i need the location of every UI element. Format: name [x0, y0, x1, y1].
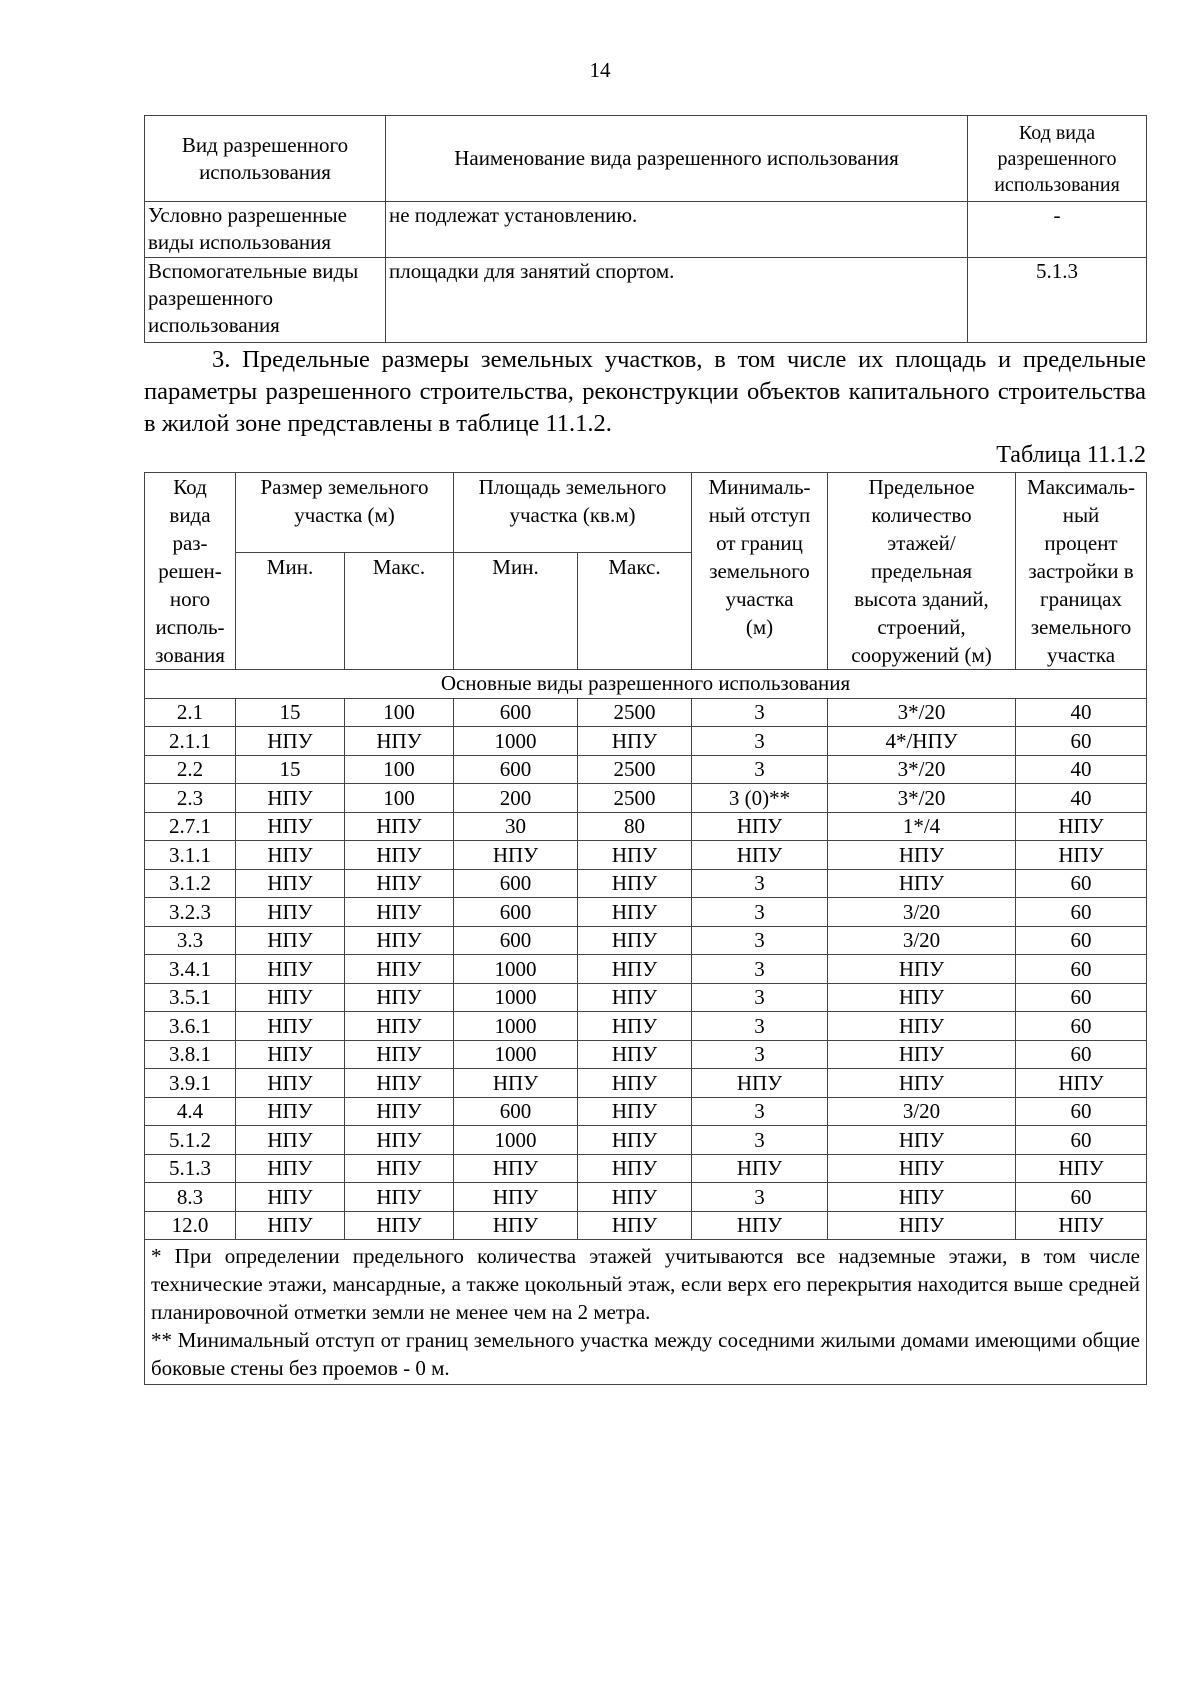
- use-code-cell: -: [968, 202, 1147, 258]
- area-max-cell: НПУ: [578, 1211, 692, 1240]
- area-min-cell: 600: [454, 898, 578, 927]
- area-max-cell: НПУ: [578, 1126, 692, 1155]
- code-cell: 2.2: [145, 755, 236, 784]
- coverage-cell: 60: [1016, 1012, 1147, 1041]
- code-cell: 12.0: [145, 1211, 236, 1240]
- area-max-cell: 2500: [578, 784, 692, 813]
- coverage-cell: НПУ: [1016, 1154, 1147, 1183]
- area-min-cell: 30: [454, 812, 578, 841]
- setback-cell: НПУ: [692, 841, 828, 870]
- table-row: [145, 1183, 1147, 1212]
- size-max-cell: НПУ: [345, 1183, 454, 1212]
- area-min-cell: 600: [454, 698, 578, 727]
- code-cell: 4.4: [145, 1097, 236, 1126]
- area-max-cell: НПУ: [578, 841, 692, 870]
- plot-parameters-table: [144, 472, 1147, 1385]
- page-number: 14: [589, 58, 611, 82]
- floors-cell: НПУ: [828, 1012, 1016, 1041]
- area-min-cell: 1000: [454, 955, 578, 984]
- setback-cell: 3: [692, 698, 828, 727]
- area-max-cell: НПУ: [578, 926, 692, 955]
- size-max-cell: 100: [345, 698, 454, 727]
- size-min-cell: НПУ: [236, 1183, 345, 1212]
- table-caption: Таблица 11.1.2: [996, 442, 1146, 468]
- area-min-cell: НПУ: [454, 841, 578, 870]
- code-cell: 3.4.1: [145, 955, 236, 984]
- table-row: [145, 755, 1147, 784]
- header-size-max: Макс.: [345, 553, 454, 670]
- area-min-cell: 1000: [454, 727, 578, 756]
- use-type-cell: Условно разрешенные виды использования: [145, 202, 386, 258]
- size-max-cell: НПУ: [345, 898, 454, 927]
- header-floors: Предельное количество этажей/ предельная высота зданий, строений, сооружений (м): [828, 473, 1016, 670]
- coverage-cell: НПУ: [1016, 1069, 1147, 1098]
- setback-cell: 3: [692, 1183, 828, 1212]
- coverage-cell: 60: [1016, 727, 1147, 756]
- floors-cell: 3*/20: [828, 698, 1016, 727]
- floors-cell: 3/20: [828, 926, 1016, 955]
- area-max-cell: НПУ: [578, 898, 692, 927]
- floors-cell: НПУ: [828, 955, 1016, 984]
- header-setback: Минималь- ный отступ от границ земельного участка (м): [692, 473, 828, 670]
- setback-cell: 3: [692, 926, 828, 955]
- size-max-cell: НПУ: [345, 1126, 454, 1155]
- code-cell: 3.5.1: [145, 983, 236, 1012]
- size-max-cell: НПУ: [345, 955, 454, 984]
- use-code-cell: 5.1.3: [968, 258, 1147, 343]
- coverage-cell: НПУ: [1016, 1211, 1147, 1240]
- body-paragraph: [144, 344, 1146, 440]
- table-row: [145, 841, 1147, 870]
- area-max-cell: НПУ: [578, 727, 692, 756]
- size-min-cell: НПУ: [236, 784, 345, 813]
- notes-row: [145, 1240, 1147, 1385]
- area-min-cell: 1000: [454, 1040, 578, 1069]
- area-max-cell: 80: [578, 812, 692, 841]
- table-row: [145, 898, 1147, 927]
- size-min-cell: НПУ: [236, 727, 345, 756]
- coverage-cell: 60: [1016, 1040, 1147, 1069]
- code-cell: 3.2.3: [145, 898, 236, 927]
- code-cell: 3.3: [145, 926, 236, 955]
- size-min-cell: НПУ: [236, 1154, 345, 1183]
- table-header-row: [145, 473, 1147, 553]
- notes-cell: [145, 1240, 1147, 1385]
- table-row: [145, 1012, 1147, 1041]
- area-min-cell: НПУ: [454, 1183, 578, 1212]
- use-name-cell: площадки для занятий спортом.: [386, 258, 968, 343]
- floors-cell: НПУ: [828, 1211, 1016, 1240]
- size-min-cell: НПУ: [236, 1097, 345, 1126]
- size-min-cell: НПУ: [236, 1126, 345, 1155]
- code-cell: 5.1.2: [145, 1126, 236, 1155]
- area-max-cell: 2500: [578, 755, 692, 784]
- table-row: [145, 1069, 1147, 1098]
- footnote-floors: * При определении предельного количества этажей учитываются все надземные этажи, в том числе технические этажи, мансардные, а также цокольный этаж, если верх его перекрытия находится выше средней планировочной отметки земли не менее чем на 2 метра.: [151, 1244, 1140, 1324]
- size-max-cell: НПУ: [345, 983, 454, 1012]
- table-row: [145, 1040, 1147, 1069]
- setback-cell: 3: [692, 1097, 828, 1126]
- header-use-name: Наименование вида разрешенного использования: [386, 116, 968, 202]
- floors-cell: 3/20: [828, 898, 1016, 927]
- floors-cell: 3*/20: [828, 784, 1016, 813]
- header-code: Код вида раз- решен- ного исполь- зования: [145, 473, 236, 670]
- coverage-cell: 60: [1016, 1126, 1147, 1155]
- setback-cell: НПУ: [692, 1154, 828, 1183]
- size-max-cell: НПУ: [345, 926, 454, 955]
- area-min-cell: 600: [454, 926, 578, 955]
- floors-cell: НПУ: [828, 1069, 1016, 1098]
- coverage-cell: 60: [1016, 955, 1147, 984]
- size-min-cell: НПУ: [236, 1069, 345, 1098]
- area-min-cell: НПУ: [454, 1154, 578, 1183]
- area-max-cell: 2500: [578, 698, 692, 727]
- code-cell: 3.1.2: [145, 869, 236, 898]
- floors-cell: НПУ: [828, 1040, 1016, 1069]
- area-max-cell: НПУ: [578, 983, 692, 1012]
- setback-cell: 3: [692, 727, 828, 756]
- coverage-cell: 60: [1016, 926, 1147, 955]
- setback-cell: НПУ: [692, 812, 828, 841]
- size-max-cell: 100: [345, 784, 454, 813]
- section-row: [145, 670, 1147, 699]
- permitted-use-table: [144, 115, 1147, 343]
- area-min-cell: НПУ: [454, 1069, 578, 1098]
- floors-cell: НПУ: [828, 983, 1016, 1012]
- size-min-cell: НПУ: [236, 841, 345, 870]
- size-max-cell: НПУ: [345, 1040, 454, 1069]
- floors-cell: НПУ: [828, 869, 1016, 898]
- floors-cell: НПУ: [828, 1183, 1016, 1212]
- floors-cell: 1*/4: [828, 812, 1016, 841]
- area-min-cell: 1000: [454, 983, 578, 1012]
- footnote-setback: ** Минимальный отступ от границ земельного участка между соседними жилыми домами имеющими общие боковые стены без проемов - 0 м.: [151, 1328, 1140, 1380]
- code-cell: 3.9.1: [145, 1069, 236, 1098]
- size-max-cell: НПУ: [345, 812, 454, 841]
- table-row: [145, 727, 1147, 756]
- floors-cell: 3*/20: [828, 755, 1016, 784]
- coverage-cell: 60: [1016, 898, 1147, 927]
- area-min-cell: 600: [454, 755, 578, 784]
- floors-cell: НПУ: [828, 1126, 1016, 1155]
- header-area-max: Макс.: [578, 553, 692, 670]
- section-title: Основные виды разрешенного использования: [145, 670, 1147, 699]
- header-size-min: Мин.: [236, 553, 345, 670]
- area-min-cell: 600: [454, 1097, 578, 1126]
- code-cell: 2.3: [145, 784, 236, 813]
- setback-cell: 3: [692, 869, 828, 898]
- setback-cell: 3: [692, 1012, 828, 1041]
- setback-cell: НПУ: [692, 1211, 828, 1240]
- size-min-cell: НПУ: [236, 955, 345, 984]
- coverage-cell: 60: [1016, 983, 1147, 1012]
- size-max-cell: НПУ: [345, 1097, 454, 1126]
- coverage-cell: 40: [1016, 784, 1147, 813]
- size-max-cell: 100: [345, 755, 454, 784]
- coverage-cell: НПУ: [1016, 812, 1147, 841]
- code-cell: 5.1.3: [145, 1154, 236, 1183]
- setback-cell: 3: [692, 1126, 828, 1155]
- area-max-cell: НПУ: [578, 1154, 692, 1183]
- floors-cell: НПУ: [828, 1154, 1016, 1183]
- size-min-cell: НПУ: [236, 869, 345, 898]
- header-use-type: Вид разрешенного использования: [145, 116, 386, 202]
- area-min-cell: 200: [454, 784, 578, 813]
- area-max-cell: НПУ: [578, 1040, 692, 1069]
- code-cell: 8.3: [145, 1183, 236, 1212]
- setback-cell: 3 (0)**: [692, 784, 828, 813]
- size-min-cell: 15: [236, 698, 345, 727]
- code-cell: 2.1.1: [145, 727, 236, 756]
- size-max-cell: НПУ: [345, 869, 454, 898]
- size-min-cell: НПУ: [236, 1211, 345, 1240]
- table-row: [145, 869, 1147, 898]
- floors-cell: НПУ: [828, 841, 1016, 870]
- setback-cell: 3: [692, 955, 828, 984]
- table-row: [145, 1154, 1147, 1183]
- area-max-cell: НПУ: [578, 869, 692, 898]
- setback-cell: 3: [692, 983, 828, 1012]
- paragraph-text: 3. Предельные размеры земельных участков, в том числе их площадь и предельные параметры разрешенного строительства, реконструкции объектов капитального строительства в жилой зоне представлены в таблице 11.1.2.: [144, 346, 1146, 437]
- coverage-cell: 60: [1016, 1097, 1147, 1126]
- coverage-cell: 60: [1016, 869, 1147, 898]
- size-max-cell: НПУ: [345, 1154, 454, 1183]
- floors-cell: 4*/НПУ: [828, 727, 1016, 756]
- header-plot-area: Площадь земельного участка (кв.м): [454, 473, 692, 553]
- use-type-cell: Вспомогательные виды разрешенного использования: [145, 258, 386, 343]
- coverage-cell: 60: [1016, 1183, 1147, 1212]
- coverage-cell: 40: [1016, 698, 1147, 727]
- area-max-cell: НПУ: [578, 1069, 692, 1098]
- header-coverage: Максималь- ный процент застройки в границах земельного участка: [1016, 473, 1147, 670]
- code-cell: 2.1: [145, 698, 236, 727]
- table-row: [145, 202, 1147, 258]
- table-row: [145, 698, 1147, 727]
- size-min-cell: НПУ: [236, 1040, 345, 1069]
- setback-cell: НПУ: [692, 1069, 828, 1098]
- code-cell: 3.6.1: [145, 1012, 236, 1041]
- table-row: [145, 926, 1147, 955]
- size-max-cell: НПУ: [345, 841, 454, 870]
- area-min-cell: НПУ: [454, 1211, 578, 1240]
- area-max-cell: НПУ: [578, 1097, 692, 1126]
- area-max-cell: НПУ: [578, 955, 692, 984]
- header-plot-size: Размер земельного участка (м): [236, 473, 454, 553]
- code-cell: 3.1.1: [145, 841, 236, 870]
- code-cell: 2.7.1: [145, 812, 236, 841]
- table-row: [145, 1126, 1147, 1155]
- size-min-cell: НПУ: [236, 898, 345, 927]
- size-max-cell: НПУ: [345, 1012, 454, 1041]
- area-max-cell: НПУ: [578, 1012, 692, 1041]
- size-max-cell: НПУ: [345, 1211, 454, 1240]
- area-max-cell: НПУ: [578, 1183, 692, 1212]
- setback-cell: 3: [692, 1040, 828, 1069]
- table-row: [145, 1211, 1147, 1240]
- coverage-cell: 40: [1016, 755, 1147, 784]
- size-min-cell: НПУ: [236, 983, 345, 1012]
- floors-cell: 3/20: [828, 1097, 1016, 1126]
- code-cell: 3.8.1: [145, 1040, 236, 1069]
- coverage-cell: НПУ: [1016, 841, 1147, 870]
- size-max-cell: НПУ: [345, 727, 454, 756]
- area-min-cell: 1000: [454, 1126, 578, 1155]
- area-min-cell: 1000: [454, 1012, 578, 1041]
- setback-cell: 3: [692, 898, 828, 927]
- setback-cell: 3: [692, 755, 828, 784]
- table-row: [145, 258, 1147, 343]
- table-header-row: [145, 116, 1147, 202]
- size-min-cell: НПУ: [236, 812, 345, 841]
- table-body: [145, 698, 1147, 1240]
- size-min-cell: НПУ: [236, 926, 345, 955]
- table-row: [145, 784, 1147, 813]
- size-max-cell: НПУ: [345, 1069, 454, 1098]
- table-row: [145, 812, 1147, 841]
- size-min-cell: 15: [236, 755, 345, 784]
- size-min-cell: НПУ: [236, 1012, 345, 1041]
- header-area-min: Мин.: [454, 553, 578, 670]
- table-row: [145, 983, 1147, 1012]
- table-row: [145, 1097, 1147, 1126]
- header-use-code: Код вида разрешенного использования: [968, 116, 1147, 202]
- area-min-cell: 600: [454, 869, 578, 898]
- table-row: [145, 955, 1147, 984]
- use-name-cell: не подлежат установлению.: [386, 202, 968, 258]
